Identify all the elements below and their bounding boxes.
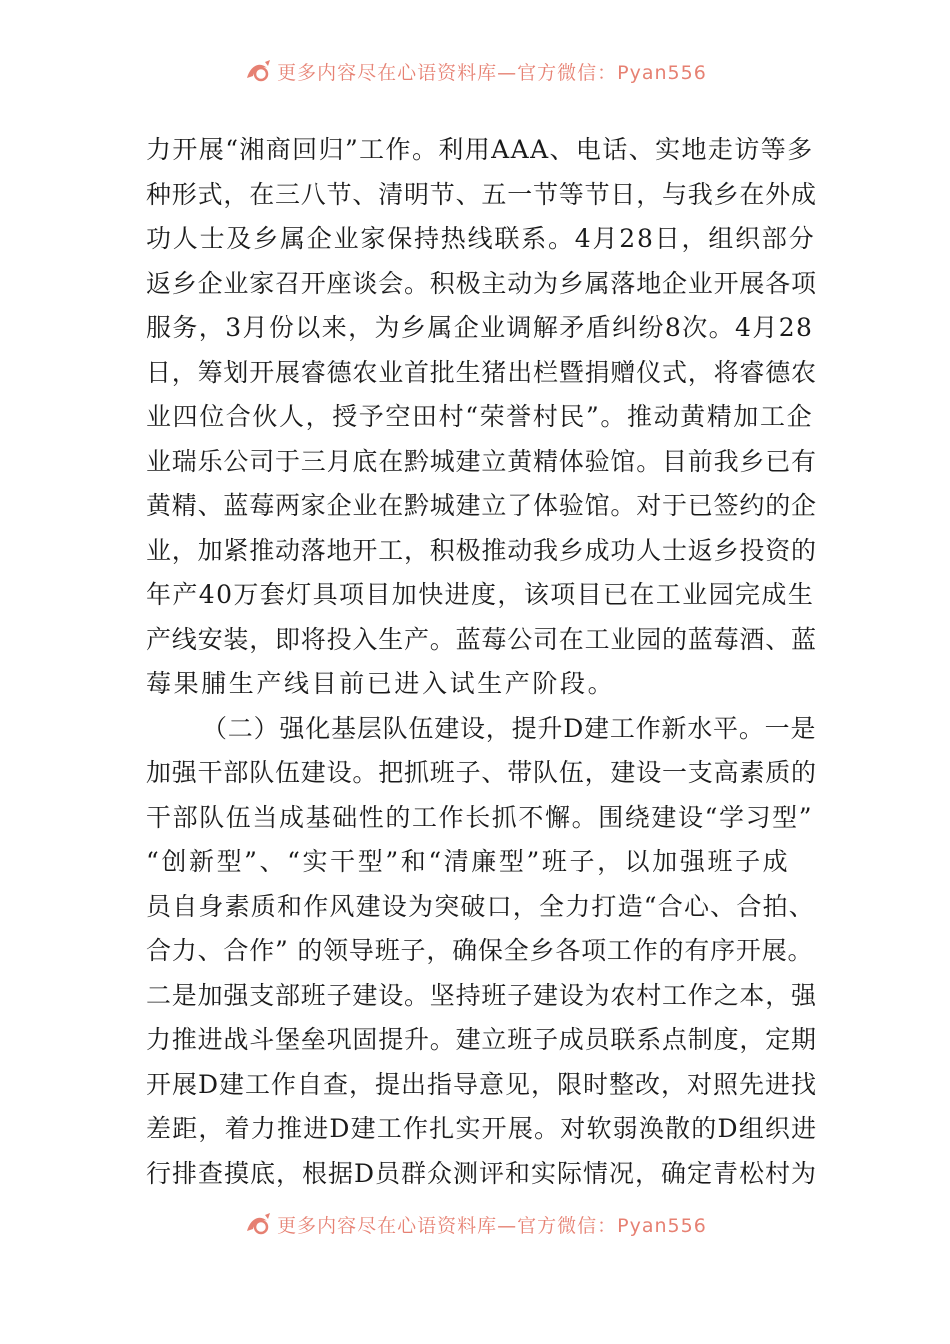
text-line: 二是加强支部班子建设。坚持班子建设为农村工作之本，强 [146, 980, 817, 1010]
text-line: 力推进战斗堡垒巩固提升。建立班子成员联系点制度，定期 [146, 1025, 817, 1054]
text-line: 功人士及乡属企业家保持热线联系。4月28日，组织部分 [146, 224, 816, 253]
text-line: 合力、合作” 的领导班子，确保全乡各项工作的有序开展。 [146, 936, 814, 965]
text-line: 开展D建工作自查，提出指导意见，限时整改，对照先进找 [146, 1069, 818, 1099]
watermark-text: 更多内容尽在心语资料库—官方微信：Pyan556 [277, 1214, 707, 1237]
text-line: 产线安装，即将投入生产。蓝莓公司在工业园的蓝莓酒、蓝 [146, 624, 817, 654]
text-line: 日，筹划开展睿德农业首批生猪出栏暨捐赠仪式，将睿德农 [146, 357, 817, 387]
watermark-text: 更多内容尽在心语资料库—官方微信：Pyan556 [277, 61, 707, 84]
text-line: 业瑞乐公司于三月底在黔城建立黄精体验馆。目前我乡已有 [146, 446, 817, 476]
text-line: 员自身素质和作风建设为突破口，全力打造“合心、合拍、 [146, 891, 815, 921]
watermark-logo-icon [243, 58, 273, 84]
text-line: 业四位合伙人，授予空田村“荣誉村民”。推动黄精加工企 [146, 402, 814, 431]
text-line: 力开展“湘商回归”工作。利用AAA、电话、实地走访等多 [146, 135, 814, 164]
text-line: 服务，3月份以来，为乡属企业调解矛盾纠纷8次。4月28 [146, 313, 814, 342]
text-line: 返乡企业家召开座谈会。积极主动为乡属落地企业开展各项 [146, 268, 817, 298]
text-line: 干部队伍当成基础性的工作长抓不懈。围绕建设“学习型” [146, 802, 814, 832]
text-line: 业，加紧推动落地开工，积极推动我乡成功人士返乡投资的 [146, 535, 817, 565]
text-line: 差距，着力推进D建工作扎实开展。对软弱涣散的D组织进 [146, 1114, 818, 1143]
text-line: 黄精、蓝莓两家企业在黔城建立了体验馆。对于已签约的企 [146, 491, 817, 520]
watermark-logo-icon [243, 1211, 273, 1237]
document-body [146, 128, 816, 1196]
text-line: 种形式，在三八节、清明节、五一节等节日，与我乡在外成 [146, 179, 817, 209]
text-line: 行排查摸底，根据D员群众测评和实际情况，确定青松村为 [146, 1158, 818, 1188]
text-line: “创新型”、“实干型”和“清廉型”班子，以加强班子成 [146, 847, 791, 876]
text-line: 加强干部队伍建设。把抓班子、带队伍，建设一支高素质的 [146, 758, 817, 787]
watermark-header [0, 56, 950, 86]
text-line: 年产40万套灯具项目加快进度，该项目已在工业园完成生 [146, 580, 815, 609]
section-heading-line: （二）强化基层队伍建设，提升D建工作新水平。一是 [202, 713, 817, 743]
text-line: 莓果脯生产线目前已进入试生产阶段。 [146, 669, 616, 698]
watermark-footer [0, 1209, 950, 1239]
